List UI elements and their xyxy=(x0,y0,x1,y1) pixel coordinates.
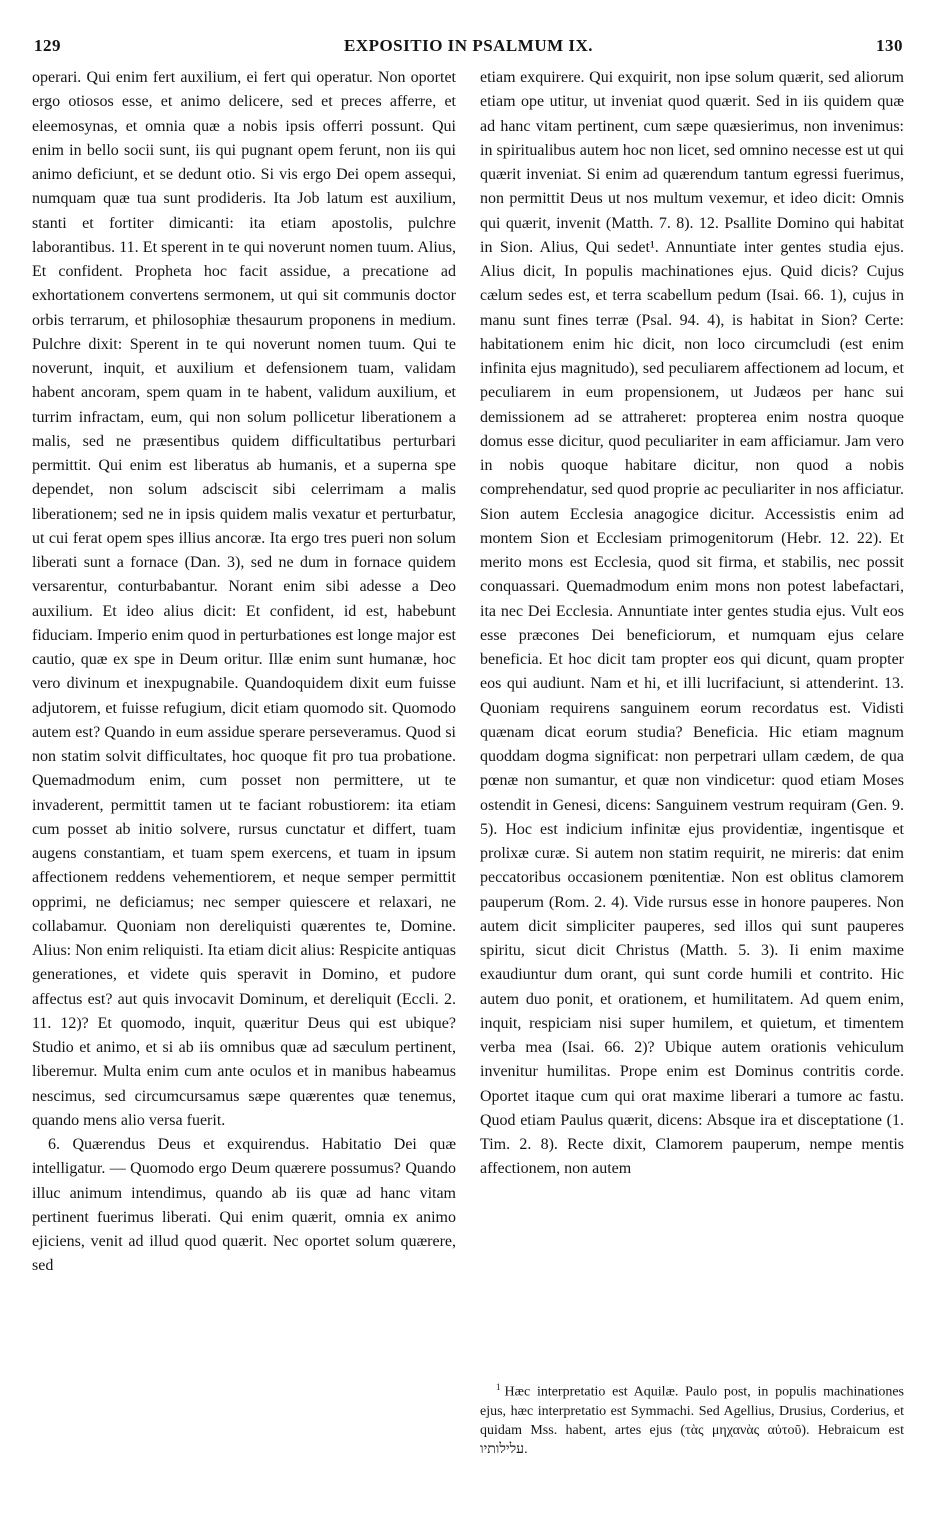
running-title: EXPOSITIO IN PSALMUM IX. xyxy=(343,36,594,55)
right-column xyxy=(480,66,904,1182)
running-header xyxy=(34,36,903,64)
left-column xyxy=(32,66,456,1279)
right-paragraph-1: etiam exquirere. Qui exquirit, non ipse solum quærit, sed aliorum etiam ope utitur, ut inveniat quod quærit. Sed in iis quidem quæ ad hanc vitam pertinent, cum sæpe quæsierimus, non invenimus: in spiritualibus autem hoc non licet, sed omnino necesse est ut qui quærit inveniat. Si enim ad quærendum tantum egressi fuerimus, non permittit Deus ut nos multum vexemur, et ideo dicit: Omnis qui quærit, invenit (Matth. 7. 8). 12. Psallite Domino qui habitat in Sion. Alius, Qui sedet¹. Annuntiate inter gentes studia ejus. Alius dicit, In populis machinationes ejus. Quid dicis? Cujus cælum sedes est, et terra scabellum pedum (Isai. 66. 1), cujus in manu sunt fines terræ (Psal. 94. 4), is habitat in Sion? Certe: habitationem enim hic dicit, non loco circumcludi (est enim infinita ejus magnitudo), sed peculiarem affectionem ad locum, et peculiarem in eum propensionem, ut Judæos per hanc sui demissionem ad se attraheret: propterea enim nostra quoque domus esse dicitur, quod peculiariter in eam afficiamur. Jam vero in nobis quoque habitare dicitur, non quod a nobis comprehendatur, sed quod proprie ac peculiariter in nos afficiatur. Sion autem Ecclesia anagogice dicitur. Accessistis enim ad montem Sion et Ecclesiam primogenitorum (Hebr. 12. 22). Et merito mons est Ecclesia, quod sit firma, et stabilis, nec possit conquassari. Quemadmodum enim mons non potest labefactari, ita nec Dei Ecclesia. Annuntiate inter gentes studia ejus. Vult eos esse præcones Dei beneficiorum, et numquam ejus celare beneficia. Et hoc dicit tam propter eos qui dicunt, quam propter eos qui audiunt. Nam et hi, et illi lucrifaciunt, si attenderint. 13. Quoniam requirens sanguinem eorum recordatus est. Vidisti quænam dicat eorum studia? Beneficia. Hic etiam magnum quoddam dogma significat: non perpetrari ullam cædem, de qua pœnæ non sumantur, et quæ non vindicetur: quod etiam Moses ostendit in Genesi, dicens: Sanguinem vestrum requiram (Gen. 9. 5). Hoc est indicium infinitæ ejus providentiæ, ingentisque et prolixæ curæ. Si autem non statim requirit, ne mireris: dat enim peccatoribus occasionem pœnitentiæ. Non est oblitus clamorem pauperum (Rom. 2. 4). Vide rursus esse in honore pauperes. Non autem dicit simpliciter pauperes, sed illos qui sunt pauperes spiritu, sicut dicit Christus (Matth. 5. 3). Ii enim maxime exaudiuntur dum orant, qui sunt corde humili et contrito. Hic autem duo ponit, et orationem, et humilitatem. Ad quem enim, inquit, respiciam nisi super humilem, et quietum, et timentem verba mea (Isai. 66. 2)? Ubique autem orationis vehiculum invenitur humilitas. Prope enim est Dominus contritis corde. Oportet itaque cum qui orat maxime liberari a tumore ac fastu. Quod etiam Paulus quærit, dicens: Absque ira et disceptatione (1. Tim. 2. 8). Recte dixit, Clamorem pauperum, nempe mentis affectionem, non autem xyxy=(480,69,904,1178)
footnote-mark: 1 xyxy=(496,1382,501,1392)
footnote-text: Hæc interpretatio est Aquilæ. Paulo post, in populis machinationes ejus, hæc interpretatio est Symmachi. Sed Agellius, Drusius, Corderius, et quidam Mss. habent, artes ejus (τὰς μηχανὰς αὐτοῦ). Hebraicum est עלילותיו. xyxy=(480,1384,904,1457)
page-number-left: 129 xyxy=(34,36,61,55)
left-paragraph-1: operari. Qui enim fert auxilium, ei fert qui operatur. Non oportet ergo otiosos esse, et animo delicere, sed et preces afferre, et eleemosynas, et omnia quæ a nobis ipsis offerri possunt. Qui enim in bello socii sunt, iis qui pugnant opem ferunt, non iis qui animo deficiunt, et se dedunt otio. Si vis ergo Dei opem assequi, numquam quæ tua sunt prodideris. Ita Job latum est auxilium, stanti et fortiter dimicanti: ita etiam apostolis, pulchre laborantibus. 11. Et sperent in te qui noverunt nomen tuum. Alius, Et confident. Propheta hoc facit assidue, a precatione ad exhortationem convertens sermonem, ut qui sit communis doctor orbis terrarum, et philosophiæ thesaurum proponens in medium. Pulchre dixit: Sperent in te qui noverunt nomen tuum. Qui te noverunt, inquit, et auxilium et defensionem tuam, validam habent ancoram, spem quam in te habent, validum auxilium, et turrim infractam, eum, qui non solum pollicetur liberationem a malis, sed ne præsentibus quidem difficultatibus perturbari permittit. Qui enim est liberatus ab humanis, et a superna spe dependet, non solum adsciscit sibi celerrimam a malis liberationem; sed ne in ipsis quidem malis vexatur et perturbatur, ut cui ferat opem spes illius ancoræ. Ita ergo tres pueri non solum liberati sunt a fornace (Dan. 3), sed ne dum in fornace quidem versarentur, conturbabantur. Norant enim sibi adesse a Deo auxilium. Et ideo alius dicit: Et confident, id est, habebunt fiduciam. Imperio enim quod in perturbationes est longe major est cautio, quæ ex spe in Deum oritur. Illæ enim sunt humanæ, hoc vero divinum et inexpugnabile. Quandoquidem dixit eum fuisse adjutorem, et fuisse refugium, dicit etiam quomodo sit. Quomodo autem est? Quando in eum assidue sperare perseveramus. Quod si non statim solvit difficultates, hoc quoque fit pro tua probatione. Quemadmodum enim, cum posset non permittere, ut te invaderent, permittit tamen ut te faciant robustiorem: ita etiam cum posset ab initio solvere, rursus cunctatur et differt, tuam augens constantiam, et tuam spem exercens, et tuam in ipsum affectionem reddens vehementiorem, et neque semper permittit opprimi, ne deficiamus; nec semper quiescere et relaxari, ne collabamur. Quoniam non dereliquisti quærentes te, Domine. Alius: Non enim reliquisti. Ita etiam dicit alius: Respicite antiquas generationes, et videte quis speravit in Domino, et pudore affectus est? aut quis invocavit Dominum, et dereliquit (Eccli. 2. 11. 12)? Et quomodo, inquit, quæritur Deus qui est ubique? Studio et animo, et si ab iis omnibus quæ ad sæculum pertinent, liberemur. Multa enim cum ante oculos et in manibus habeamus nescimus, sed circumcursamus sæpe quærentes quæ tenemus, quando mens alio versa fuerit. xyxy=(32,69,456,1129)
left-paragraph-2: 6. Quærendus Deus et exquirendus. Habitatio Dei quæ intelligatur. — Quomodo ergo Deum quærere possumus? Quando illuc animum intendimus, quando ab iis quæ ad hanc vitam pertinent fuerimus liberati. Qui enim quærit, omnia ex animo ejiciens, venit ad illud quod quærit. Nec oportet solum quærere, sed xyxy=(32,1136,456,1275)
page-number-right: 130 xyxy=(876,36,903,55)
footnote xyxy=(480,1378,904,1459)
